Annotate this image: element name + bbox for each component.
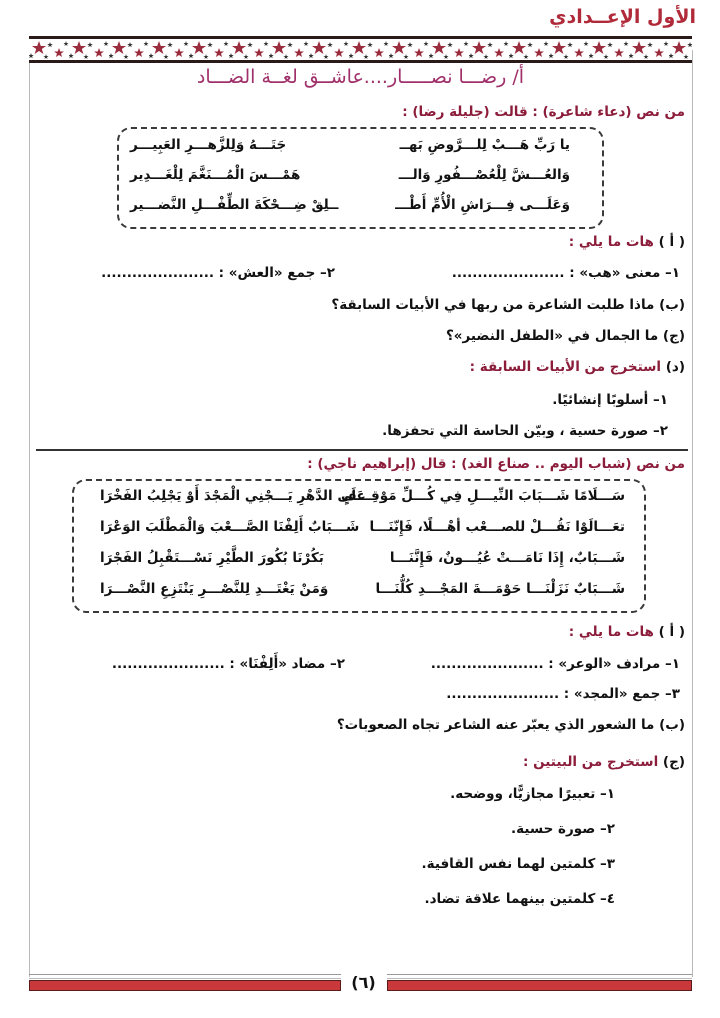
section1-q-a-title: هات ما يلي : xyxy=(568,234,654,250)
section1-q-d-heading xyxy=(470,359,685,375)
section1-q-d-title: استخرج من الأبيات السابقة : xyxy=(469,359,662,375)
verse2-1-right: سَـــلَامًا شَـــبَابَ النِّيـــلِ فِي كُـــلِّ مَوْقِـــفٍ xyxy=(341,488,625,504)
header-top-rule xyxy=(29,36,692,39)
verse-2-left: هَمْـــسَ الْمُـــنَغَّمَ لِلْغَـــدِير xyxy=(130,167,301,183)
section1-q-d-label: (د) xyxy=(661,359,685,375)
section2-intro xyxy=(307,456,685,472)
section1-q-a-label: ( أ ) xyxy=(653,234,685,250)
section1-q-a-item-2: ٢– جمع «العش» : ...................... xyxy=(101,265,335,281)
verse-3-right: وَعَلَـــى فِـــرَاشِ الْأُمِّ أَطْـــ xyxy=(395,197,570,213)
section1-intro-prefix: من نص (دعاء شاعرة) : xyxy=(527,104,685,120)
section2-q-c-item-2: ٢– صورة حسية. xyxy=(511,821,615,837)
footer-bar-right xyxy=(387,980,692,991)
footer-rule-left xyxy=(29,974,341,979)
star-border xyxy=(29,40,692,60)
verse-1-right: يا رَبِّ هَـــبْ لِلـــرَّوضِ بَهــ xyxy=(399,137,570,153)
header-bottom-rule xyxy=(29,60,692,63)
section2-q-b: (ب) ما الشعور الذي يعبّر عنه الشاعر تجاه الصعوبات؟ xyxy=(336,717,685,733)
section-divider xyxy=(36,449,688,451)
section1-q-b: (ب) ماذا طلبت الشاعرة من ربها في الأبيات السابقة؟ xyxy=(331,297,685,313)
verse-1-left: جَتَـــهُ وَلِلزَّهـــرِ العَبِيـــر xyxy=(130,137,287,153)
verse2-2-left: شَـــبَابٌ أَلِفْنَا الصَّـــعْبَ وَالْمَطْلَبَ الوَعْرَا xyxy=(100,519,360,535)
section2-q-a-heading xyxy=(569,624,685,640)
section2-q-a-item-1: ١– مرادف «الوعر» : ...................... xyxy=(430,656,680,672)
verse2-3-left: بَكُرْنَا بُكُورَ الطَّيْرِ نَسْـــتَقْبِلُ الفَجْرَا xyxy=(100,550,324,566)
verse2-3-right: شَـــبَابٌ، إِذَا نَامَـــتْ عُيُـــونٌ، فَإِنَّنَـــا xyxy=(389,550,625,566)
section2-intro-said: قال (إبراهيم ناجي) : xyxy=(307,456,447,472)
grade-title: الأول الإعــدادي xyxy=(549,6,696,28)
section1-q-d-item-1: ١– أسلوبًا إنشائيًا. xyxy=(552,392,668,408)
star-border-pattern xyxy=(29,40,692,60)
section1-intro-said: قالت (جليلة رضا) : xyxy=(402,104,528,120)
verse2-4-right: شَـــبَابٌ نَزَلْنَـــا حَوْمَـــةَ المَجْـــدِ كُلُّنَـــا xyxy=(375,581,625,597)
verse-3-left: ــلِقْ ضِـــحْكَةَ الطِّفْـــلِ النَّضـــير xyxy=(130,197,339,213)
section1-q-c: (ج) ما الجمال في «الطفل النضير»؟ xyxy=(445,328,685,344)
section2-q-a-item-2: ٢– مضاد «أَلِفْنَا» : ...................... xyxy=(111,656,345,672)
section2-q-a-label: ( أ ) xyxy=(653,624,685,640)
verse2-1-left: عَلَى الدَّهْرِ يَـــجْنِي الْمَجْدَ أَوْ يَجْلِبُ الفَخْرَا xyxy=(100,488,366,504)
section2-q-a-item-3: ٣– جمع «المجد» : ...................... xyxy=(446,686,680,702)
section2-q-c-label: (ج) xyxy=(658,754,685,770)
verse2-4-left: وَمَنْ يَغْتَـــدِ لِلنَّصْـــرِ يَنْتَزِعِ النَّصْـــرَا xyxy=(100,581,329,597)
footer-rule-right xyxy=(387,974,692,979)
section2-q-c-heading xyxy=(523,754,685,770)
page-number: (٦) xyxy=(351,973,376,992)
section2-intro-prefix: من نص (شباب اليوم .. صناع الغد) : xyxy=(446,456,685,472)
footer-bar-left xyxy=(29,980,341,991)
section2-q-c-item-4: ٤– كلمتين بينهما علاقة تضاد. xyxy=(424,891,615,907)
verse2-2-right: تعَـــالَوْا نَقُـــلْ للصـــعْب أهْـــلًا، فَإِنّنَـــا xyxy=(369,519,625,535)
section2-q-c-item-3: ٣– كلمتين لهما نفس القافية. xyxy=(421,856,615,872)
section1-intro xyxy=(402,104,685,120)
section1-q-d-item-2: ٢– صورة حسية ، وبيّن الحاسة التي تحفزها. xyxy=(382,423,668,439)
verse-2-right: وَالعُـــشَّ لِلْعُصْـــفُورِ وَالـــ xyxy=(398,167,570,183)
author-subtitle: أ/ رضـــا نصـــــار....عاشــق لغــة الضـــاد xyxy=(196,66,525,88)
section1-q-a-item-1: ١– معنى «هب» : ...................... xyxy=(451,265,680,281)
section2-q-c-title: استخرج من البيتين : xyxy=(523,754,659,770)
section2-q-a-title: هات ما يلي : xyxy=(568,624,654,640)
section2-q-c-item-1: ١– تعبيرًا مجازيًّا، ووضحه. xyxy=(450,786,615,802)
section1-q-a-heading xyxy=(569,234,685,250)
